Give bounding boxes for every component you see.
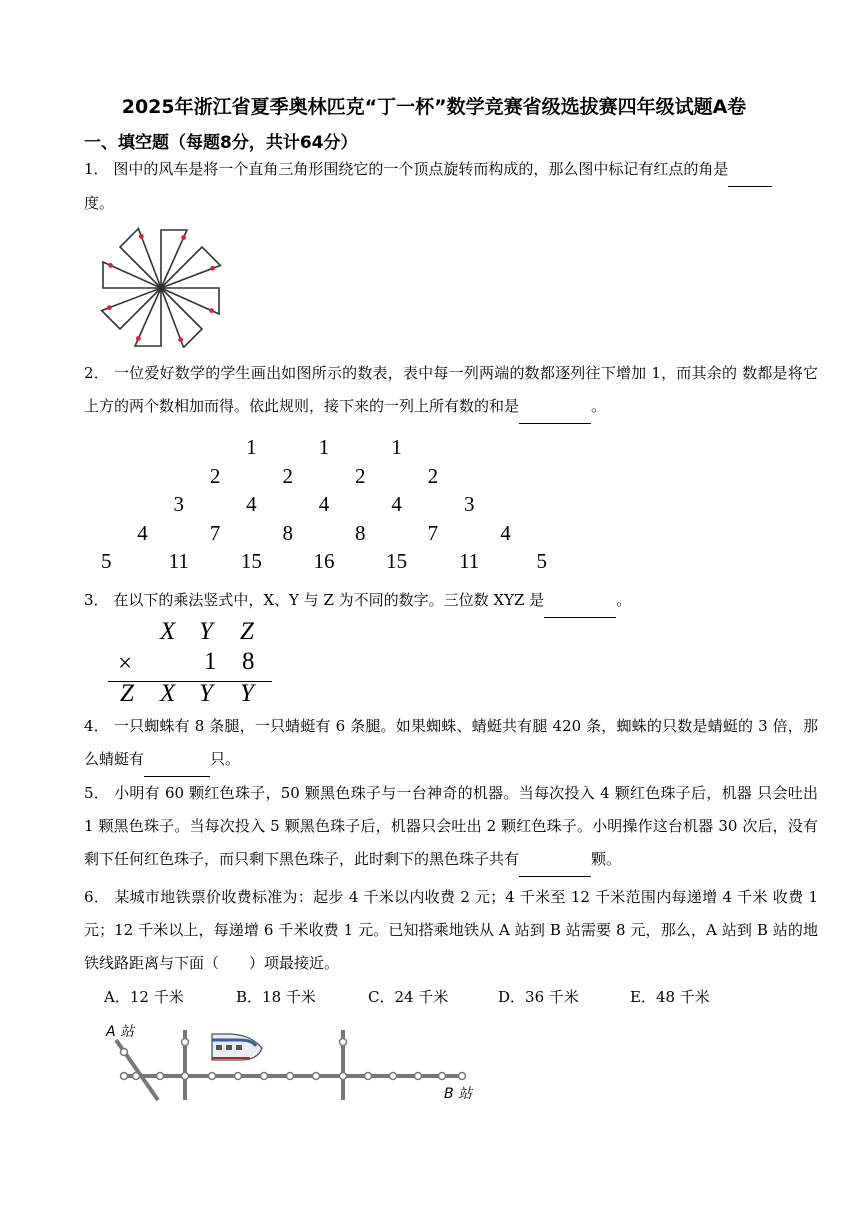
answer-blank[interactable]	[519, 843, 591, 877]
digit: Z	[120, 680, 134, 707]
answer-blank[interactable]	[544, 584, 616, 618]
digit: Y	[240, 680, 254, 707]
option-d[interactable]: D．36 千米	[498, 988, 579, 1006]
red-dot-marker	[108, 263, 113, 268]
table-cell: 1	[391, 435, 402, 459]
red-dot-marker	[210, 266, 215, 271]
question-number: 5．	[84, 784, 110, 802]
digit: X	[160, 618, 176, 645]
table-cell: 4	[137, 520, 148, 545]
question-text: 小明有 60 颗红色珠子，50 颗黑色珠子与一台神奇的机器。当每次投入 4 颗红色珠子后，机器 只会吐出 1 颗黑色珠子。当每次投入 5 颗黑色珠子后，机器只会吐出 2 颗红色珠子。小明操作这台机器 30 次后，没有剩下任何红色珠子，而只剩下黑色珠子，此时剩下的黑色珠子共有	[84, 784, 818, 868]
question-text-after: 度。	[84, 194, 115, 212]
question-6	[84, 881, 818, 980]
subway-lines	[116, 1030, 465, 1100]
red-dot-marker	[209, 308, 214, 313]
table-cell: 1	[318, 435, 330, 459]
table-cell: 7	[209, 520, 221, 545]
option-c[interactable]: C．24 千米	[368, 988, 449, 1006]
table-cell: 2	[282, 463, 293, 488]
question-text: 一只蜘蛛有 8 条腿，一只蜻蜓有 6 条腿。如果蜘蛛、蜻蜓共有腿 420 条，蜘蛛的只数是蜻蜓的 3 倍，那么蜻蜓有	[84, 717, 818, 768]
multiply-sign: ×	[118, 650, 133, 677]
table-cell: 4	[246, 492, 257, 516]
subway-stations	[121, 1039, 466, 1080]
digit: Y	[199, 680, 213, 707]
question-number: 3．	[84, 591, 109, 609]
option-b[interactable]: B．18 千米	[236, 988, 316, 1006]
windmill-figure	[100, 226, 224, 348]
table-cell: 4	[318, 492, 330, 516]
table-cell: 3	[463, 492, 475, 516]
table-cell: 7	[427, 520, 439, 545]
red-dot-marker	[178, 337, 183, 342]
table-cell: 8	[355, 520, 366, 545]
question-number: 1．	[84, 160, 109, 178]
question-number: 6．	[84, 888, 110, 906]
option-e[interactable]: E．48 千米	[630, 988, 710, 1006]
table-cell: 15	[240, 549, 262, 573]
question-text-after: 。	[616, 591, 632, 609]
digit: 1	[204, 648, 217, 675]
answer-blank[interactable]	[519, 390, 591, 424]
table-cell: 11	[168, 549, 189, 573]
red-dot-marker	[107, 305, 112, 310]
table-cell: 5	[536, 549, 548, 573]
red-dot-marker	[136, 336, 141, 341]
option-a[interactable]: A．12 千米	[104, 988, 184, 1006]
digit: 8	[242, 648, 255, 675]
train-icon	[212, 1034, 262, 1060]
subway-map	[100, 1020, 480, 1102]
table-cell: 8	[282, 520, 293, 545]
question-text: 图中的风车是将一个直角三角形围绕它的一个顶点旋转而构成的，那么图中标记有红点的角是	[113, 160, 729, 178]
page-title: 2025年浙江省夏季奥林匹克“丁一杯”数学竞赛省级选拔赛四年级试题A卷	[121, 96, 747, 118]
question-text-after: 颗。	[591, 850, 622, 868]
question-number: 4．	[84, 717, 109, 735]
question-text-after: 。	[591, 397, 607, 415]
table-cell: 2	[209, 463, 221, 488]
station-a-label: A 站	[106, 1024, 135, 1040]
answer-blank[interactable]	[144, 743, 210, 777]
red-dot-marker	[181, 235, 186, 240]
station-b-label: B 站	[444, 1086, 473, 1102]
section-heading: 一、填空题（每题8分，共计64分）	[84, 133, 358, 153]
table-cell: 4	[391, 492, 402, 516]
table-cell: 15	[386, 549, 408, 573]
question-4	[84, 710, 818, 777]
question-5	[84, 777, 818, 877]
digit: Y	[199, 618, 213, 645]
question-text: 在以下的乘法竖式中，X、Y 与 Z 为不同的数字。三位数 XYZ 是	[113, 591, 545, 609]
question-1	[84, 153, 818, 220]
table-cell: 1	[246, 435, 257, 459]
question-text: 一位爱好数学的学生画出如图所示的数表，表中每一列两端的数都逐列往下增加 1，而其余的 数都是将它上方的两个数相加而得。依此规则，接下来的一列上所有数的和是	[84, 364, 818, 415]
question-text-after: 只。	[210, 750, 241, 768]
table-cell: 3	[173, 492, 185, 516]
table-cell: 2	[355, 463, 366, 488]
digit: Z	[240, 618, 254, 645]
question-text: 某城市地铁票价收费标准为：起步 4 千米以内收费 2 元；4 千米至 12 千米范围内每递增 4 千米 收费 1 元；12 千米以上，每递增 6 千米收费 1 元。已知搭乘地铁从 A 站到 B 站需要 8 元，那么，A 站到 B 站的地铁线路距离与下面（ ）项最接近。	[84, 888, 818, 972]
table-cell: 4	[500, 520, 511, 545]
table-cell: 2	[427, 463, 439, 488]
answer-blank[interactable]	[728, 153, 772, 187]
red-dot-marker	[139, 234, 144, 239]
digit: X	[160, 680, 176, 707]
question-3	[84, 584, 818, 618]
question-2	[84, 357, 818, 424]
table-cell: 16	[313, 549, 335, 573]
table-cell: 5	[100, 549, 112, 573]
question-number: 2．	[84, 364, 109, 382]
multiplication-vertical	[108, 618, 278, 710]
table-cell: 11	[459, 549, 480, 573]
